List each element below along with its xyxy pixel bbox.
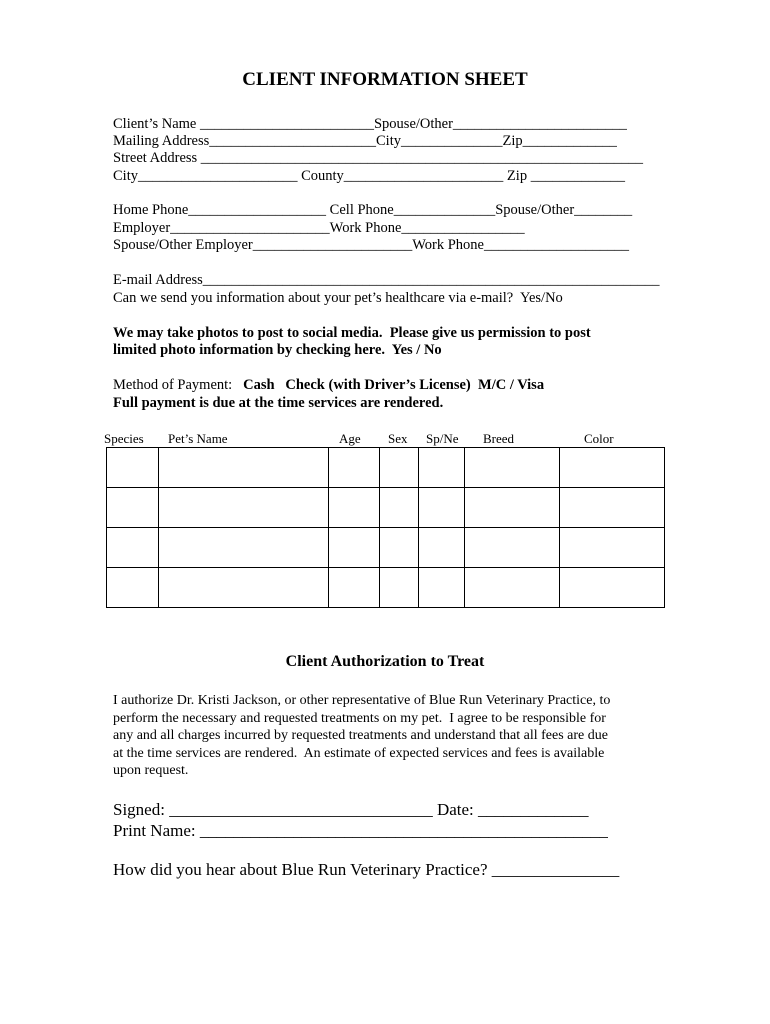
form-title: CLIENT INFORMATION SHEET [242, 69, 528, 90]
age-cell[interactable] [329, 528, 380, 568]
table-row [107, 568, 665, 608]
col-age-header: Age [339, 431, 361, 446]
phone-fields[interactable]: Home Phone___________________ Cell Phone______________Spouse/Other________ [113, 202, 633, 218]
spouse-employer-field[interactable]: Spouse/Other Employer______________________Work Phone____________________ [113, 237, 629, 253]
authorization-title: Client Authorization to Treat [285, 653, 485, 670]
pet-name-cell[interactable] [159, 448, 329, 488]
authorization-text-line: any and all charges incurred by requested treatments and understand that all fees are due [113, 728, 608, 744]
pet-name-cell[interactable] [159, 568, 329, 608]
table-row [107, 448, 665, 488]
payment-note: Full payment is due at the time services are rendered. [113, 395, 444, 411]
sex-cell[interactable] [380, 448, 419, 488]
color-cell[interactable] [560, 488, 665, 528]
spay-neuter-cell[interactable] [419, 528, 465, 568]
payment-options: Cash Check (with Driver’s License) M/C / Visa [243, 377, 545, 393]
street-address-field[interactable]: Street Address _____________________________________________________________ [113, 150, 644, 166]
authorization-text-line: upon request. [113, 763, 189, 779]
payment-method-line [113, 377, 544, 395]
sex-cell[interactable] [380, 528, 419, 568]
species-cell[interactable] [107, 448, 159, 488]
col-sex-header: Sex [388, 431, 408, 446]
sex-cell[interactable] [380, 488, 419, 528]
age-cell[interactable] [329, 568, 380, 608]
employer-field[interactable]: Employer______________________Work Phone_________________ [113, 220, 525, 236]
col-species-header: Species [104, 431, 144, 446]
sex-cell[interactable] [380, 568, 419, 608]
breed-cell[interactable] [465, 448, 560, 488]
breed-cell[interactable] [465, 568, 560, 608]
pet-name-cell[interactable] [159, 488, 329, 528]
col-pet-name-header: Pet’s Name [168, 431, 228, 446]
col-color-header: Color [584, 431, 614, 446]
color-cell[interactable] [560, 528, 665, 568]
referral-source-field[interactable]: How did you hear about Blue Run Veterinary Practice? _______________ [113, 860, 620, 879]
authorization-text-line: at the time services are rendered. An estimate of expected services and fees is available [113, 745, 605, 761]
spay-neuter-cell[interactable] [419, 488, 465, 528]
pet-table [106, 447, 665, 608]
signature-date-field[interactable]: Signed: _______________________________ Date: _____________ [113, 800, 589, 819]
spay-neuter-cell[interactable] [419, 568, 465, 608]
payment-method-label: Method of Payment: [113, 377, 244, 393]
age-cell[interactable] [329, 488, 380, 528]
species-cell[interactable] [107, 488, 159, 528]
species-cell[interactable] [107, 528, 159, 568]
breed-cell[interactable] [465, 528, 560, 568]
photo-consent-line-1: We may take photos to post to social media. Please give us permission to post [113, 325, 591, 341]
spay-neuter-cell[interactable] [419, 448, 465, 488]
mailing-address-field[interactable]: Mailing Address_______________________City______________Zip_____________ [113, 133, 617, 149]
color-cell[interactable] [560, 448, 665, 488]
species-cell[interactable] [107, 568, 159, 608]
col-spay-neuter-header: Sp/Ne [426, 431, 459, 446]
breed-cell[interactable] [465, 488, 560, 528]
city-county-zip-field[interactable]: City______________________ County______________________ Zip _____________ [113, 168, 625, 184]
photo-consent-line-2: limited photo information by checking here. Yes / No [113, 342, 442, 358]
email-consent-question: Can we send you information about your pet’s healthcare via e-mail? Yes/No [113, 290, 563, 306]
color-cell[interactable] [560, 568, 665, 608]
client-name-field[interactable]: Client’s Name ________________________Spouse/Other________________________ [113, 116, 627, 132]
col-breed-header: Breed [483, 431, 515, 446]
table-row [107, 528, 665, 568]
email-field[interactable]: E-mail Address_______________________________________________________________ [113, 272, 660, 288]
age-cell[interactable] [329, 448, 380, 488]
print-name-field[interactable]: Print Name: ________________________________________________ [113, 821, 608, 840]
authorization-text-line: perform the necessary and requested treatments on my pet. I agree to be responsible for [113, 710, 606, 726]
authorization-paragraph [113, 692, 673, 780]
table-row [107, 488, 665, 528]
authorization-text-line: I authorize Dr. Kristi Jackson, or other representative of Blue Run Veterinary Practice, to [113, 693, 611, 708]
pet-name-cell[interactable] [159, 528, 329, 568]
